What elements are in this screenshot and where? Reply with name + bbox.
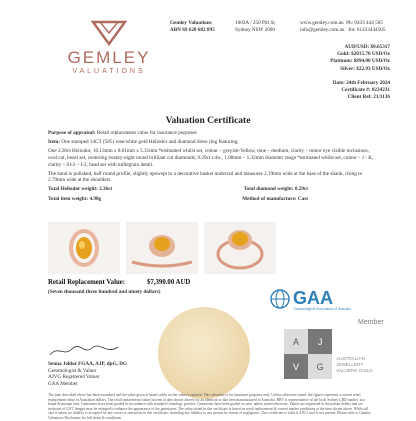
certificate-number: Certificate #: 0224231 <box>341 87 390 94</box>
method-value: Cast <box>297 196 308 203</box>
address-line-1: 1003A / 250 Pitt St <box>235 20 275 26</box>
ajvg-logo <box>284 329 390 379</box>
diamond-weight: 0.29ct <box>294 186 308 193</box>
diamond-weight-label: Total diamond weight: <box>243 186 294 193</box>
address-line-2: Sydney NSW 2000 <box>235 27 275 33</box>
phone: Ph: 0433 444 505 <box>346 20 383 26</box>
aud-usd-rate: AUD/USD: $0.65317 <box>344 44 390 50</box>
client-ref: Client Ref: 21/1136 <box>347 94 390 101</box>
item-weight: 4.98g <box>89 196 102 203</box>
silver-rate: Silver: $22.93 USD/Oz <box>340 65 390 72</box>
page-title: Valuation Certificate <box>165 116 251 126</box>
company-abn: ABN 69 620 682 895 <box>170 27 215 33</box>
brand-name: GEMLEY <box>67 48 151 67</box>
item-label: Item: <box>48 138 61 145</box>
ajvg-letter-v: V <box>284 354 308 379</box>
brand-subtitle: VALUATIONS <box>72 68 146 75</box>
ajvg-letter-a: A <box>293 336 300 347</box>
gaa-globe-icon <box>270 289 290 309</box>
ring-photo-side <box>126 222 198 274</box>
signatory-name: Senna Jeldor FGAA, AJP, dpG, DG <box>48 361 127 368</box>
band-description: The band is polished, half round profile, slightly upswept to a decorative basket underrail and measures 2.19mm wide at the base of the shank, rising to 2.79mm wide at the shoulders. <box>48 170 363 184</box>
header-address <box>235 20 275 34</box>
diamond-logo-icon <box>89 18 129 46</box>
gaa-logo-text: GAA <box>293 288 333 308</box>
metal-rates <box>330 44 390 102</box>
gaa-membership <box>270 288 390 379</box>
platinum-rate: Platinum: $894.00 USD/Oz <box>330 58 390 65</box>
purpose-value: Retail replacement value for insurance purposes <box>96 130 197 136</box>
valuation-seal <box>158 307 250 399</box>
disclaimer: The item described above has been examined and the value given is based solely on the valuer's opinion. This valuation is for insurance purposes only. Unless otherwise stated, the figures represent a current retail replacement value in Australian dollars. The retail replacement value (current at date shown above) for an identical or like item manufactured in Australia. RRV is representative of the local Sydney CBD market, in a brand & marque area. Gemstones have been graded in accordance with standard Gemology practice. Gemstones have been graded as seen, unless stated otherwise. Values are expressed in Australian dollars and are inclusive of GST. Images may be enlarged to enhance the appearance of the gemstones. The value stated in this certificate is based on retail replacement & current market conditions at the time shown above. Whilst all care is taken, no liability is accepted for any errors or omissions in this certificate, including any liability to any person by reason of negligence. This certificate is valid if AJVG seal is not present. Please refer to Gemley Valuations Disclaimer for full terms & conditions. <box>48 393 371 420</box>
company-name: Gemley Valuations <box>170 20 212 26</box>
item-weight-label: Total item weight: <box>48 196 89 203</box>
gold-rate: Gold: $2015.70 USD/Oz <box>337 51 390 58</box>
certificate-date: Date: 24th February 2024 <box>332 80 390 87</box>
heliodor-weight: 2.36ct <box>99 186 113 193</box>
item-value: One stamped 14CT (585) rose/white gold Heliodor and diamond dress ring featuring; <box>61 138 239 145</box>
header-company <box>170 20 215 34</box>
retail-value-words: (Seven thousand three hundred and ninety dollars) <box>48 289 161 295</box>
method-label: Method of manufacture: <box>242 196 297 203</box>
certificate-page <box>20 0 396 420</box>
website-link[interactable]: www.gemley.com.au <box>300 20 344 26</box>
ajvg-letter-g: G <box>316 361 324 372</box>
certificate-body <box>48 130 374 203</box>
heliodor-weight-label: Total Heliodor weight: <box>48 186 98 193</box>
ring-photo-angle <box>204 222 276 274</box>
ajvg-name-line-1: AUSTRALIAN JEWELLERY <box>336 356 365 367</box>
signatory-role-1: Gemmologist & Valuer <box>48 367 97 374</box>
stone-description: One 2.36ct Heliodor, 10.13mm x 8.01mm x 5.31mm *estimated whilst set, colour – greyish-Yellow, tone – medium, clarity – minor eye visible inclusions, oval cut, bezel set, centering twenty-eight round brilliant cut diamonds; 0.29ct t.dw., 1.08mm – 1.32mm diameter range *estimated whilst set, colour – J - K, clarity – SI-2 – I-2, bead set with millegrain detail. <box>48 147 374 168</box>
signatory-role-3: GAA Member <box>48 380 78 387</box>
email-link[interactable]: info@gemley.com.au <box>300 27 345 33</box>
header-contact <box>300 20 385 34</box>
gemley-logo <box>64 18 154 82</box>
ring-photos <box>48 222 276 274</box>
retail-value-label: Retail Replacement Value: <box>48 279 126 286</box>
signatory-role-2: AJVG Registered Valuer <box>48 374 100 381</box>
ring-photo-top <box>48 222 120 274</box>
retail-value-amount: $7,390.00 AUD <box>147 279 191 286</box>
intl-phone: Int: 61433444505 <box>348 27 386 33</box>
purpose-label: Purpose of appraisal: <box>48 130 96 136</box>
retail-value <box>48 279 190 286</box>
member-label: Member <box>358 319 384 326</box>
signature-icon <box>48 343 128 359</box>
ajvg-letter-j: J <box>308 329 332 354</box>
ajvg-name-line-2: VALUERS GUILD <box>336 368 373 373</box>
gaa-subtitle: Gemmological Association of Australia <box>294 307 351 311</box>
signatory <box>48 343 128 387</box>
